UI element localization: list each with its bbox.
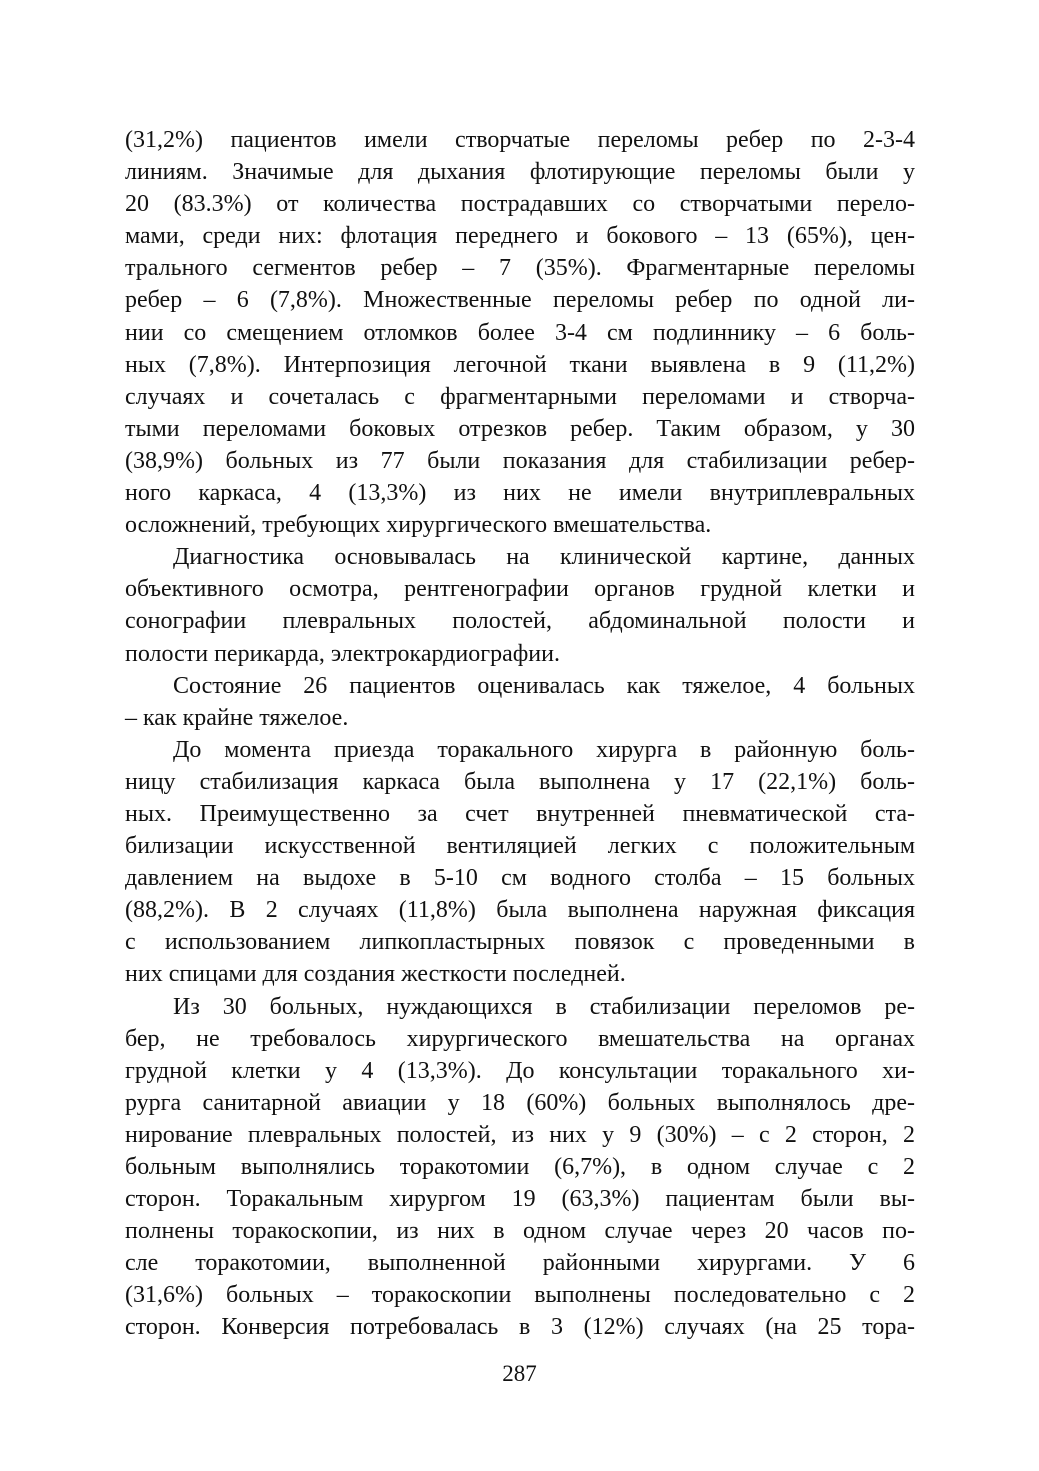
text-line: полнены торакоскопии, из них в одном случае через 20 часов по- bbox=[125, 1218, 915, 1245]
text-line: осложнений, требующих хирургического вмешательства. bbox=[125, 512, 712, 539]
text-line: них спицами для создания жесткости последней. bbox=[125, 961, 626, 988]
text-line: Из 30 больных, нуждающихся в стабилизации переломов ре- bbox=[173, 993, 915, 1020]
text-line: сторон. Торакальным хирургом 19 (63,3%) пациентам были вы- bbox=[125, 1186, 915, 1213]
text-line: давлением на выдохе в 5-10 см водного столба – 15 больных bbox=[125, 865, 915, 892]
text-line: ных. Преимущественно за счет внутренней пневматической ста- bbox=[125, 800, 915, 827]
page-number: 287 bbox=[502, 1361, 537, 1386]
text-line: Диагностика основывалась на клинической картине, данных bbox=[173, 544, 915, 571]
text-line: (38,9%) больных из 77 были показания для стабилизации ребер- bbox=[125, 447, 915, 474]
text-line: сле торакотомии, выполненной районными хирургами. У 6 bbox=[125, 1250, 915, 1277]
text-line: линиям. Значимые для дыхания флотирующие переломы были у bbox=[125, 159, 915, 186]
text-line: ных (7,8%). Интерпозиция легочной ткани выявлена в 9 (11,2%) bbox=[125, 351, 915, 378]
text-line: ного каркаса, 4 (13,3%) из них не имели внутриплевральных bbox=[125, 480, 915, 507]
paragraph bbox=[125, 541, 915, 669]
text-line: 20 (83.3%) от количества пострадавших со створчатыми перело- bbox=[125, 191, 915, 218]
text-line: трального сегментов ребер – 7 (35%). Фрагментарные переломы bbox=[125, 255, 915, 282]
paragraph bbox=[125, 670, 915, 734]
text-line: (31,6%) больных – торакоскопии выполнены последовательно с 2 bbox=[125, 1282, 915, 1309]
text-line: случаях и сочеталась с фрагментарными переломами и створча- bbox=[125, 383, 915, 410]
text-line: (31,2%) пациентов имели створчатые переломы ребер по 2-3-4 bbox=[125, 127, 915, 153]
text-line: сторон. Конверсия потребовалась в 3 (12%) случаях (на 25 тора- bbox=[125, 1314, 915, 1341]
text-line: ребер – 6 (7,8%). Множественные переломы ребер по одной ли- bbox=[125, 287, 915, 314]
text-line: нирование плевральных полостей, из них у 9 (30%) – с 2 сторон, 2 bbox=[125, 1121, 915, 1148]
text-line: Состояние 26 пациентов оценивалась как тяжелое, 4 больных bbox=[173, 672, 915, 699]
text-line: больным выполнялись торакотомии (6,7%), в одном случае с 2 bbox=[125, 1154, 915, 1180]
text-line: билизации искусственной вентиляцией легких с положительным bbox=[125, 833, 915, 860]
paragraph bbox=[125, 734, 915, 991]
text-line: сонографии плевральных полостей, абдоминальной полости и bbox=[125, 608, 915, 635]
text-line: мами, среди них: флотация переднего и бокового – 13 (65%), цен- bbox=[125, 223, 915, 250]
text-line: – как крайне тяжелое. bbox=[125, 704, 349, 731]
text-line: (88,2%). В 2 случаях (11,8%) была выполнена наружная фиксация bbox=[125, 897, 915, 924]
text-line: До момента приезда торакального хирурга в районную боль- bbox=[173, 736, 915, 763]
text-line: грудной клетки у 4 (13,3%). До консультации торакального хи- bbox=[125, 1057, 915, 1084]
text-line: рурга санитарной авиации у 18 (60%) больных выполнялось дре- bbox=[125, 1089, 915, 1116]
paragraph bbox=[125, 991, 915, 1344]
text-line: тыми переломами боковых отрезков ребер. Таким образом, у 30 bbox=[125, 415, 915, 442]
text-line: с использованием липкопластырных повязок с проведенными в bbox=[125, 929, 915, 956]
text-line: нии со смещением отломков более 3-4 см подлиннику – 6 боль- bbox=[125, 319, 915, 346]
paragraph bbox=[125, 124, 915, 541]
text-line: ницу стабилизация каркаса была выполнена у 17 (22,1%) боль- bbox=[125, 768, 915, 795]
text-line: бер, не требовалось хирургического вмешательства на органах bbox=[125, 1025, 915, 1052]
text-line: полости перикарда, электрокардиографии. bbox=[125, 640, 560, 667]
body-text bbox=[125, 124, 915, 1344]
text-line: объективного осмотра, рентгенографии органов грудной клетки и bbox=[125, 576, 915, 603]
